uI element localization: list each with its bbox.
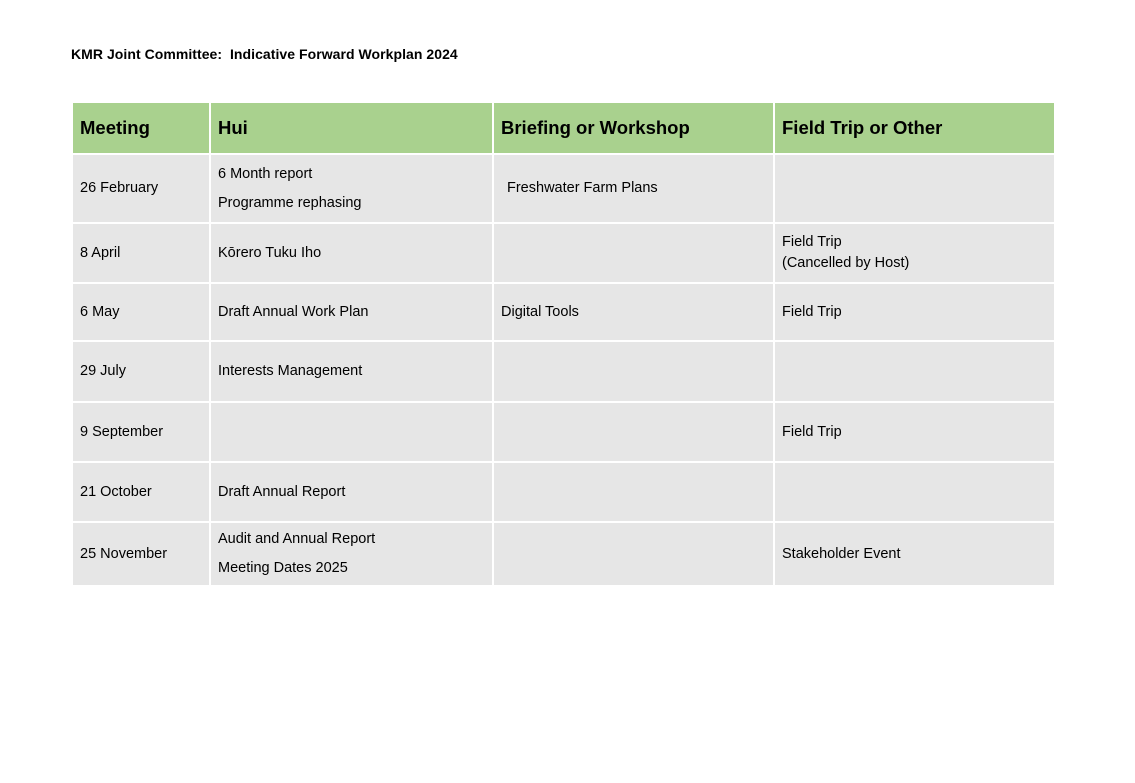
hui-item: 6 Month report <box>218 165 313 182</box>
field-trip-cell <box>774 223 1055 283</box>
meeting-date: 8 April <box>72 223 210 283</box>
hui-item: Audit and Annual Report <box>218 531 376 547</box>
briefing-cell: Digital Tools <box>493 283 774 341</box>
header-meeting: Meeting <box>72 102 210 154</box>
hui-item: Interests Management <box>218 363 363 379</box>
document-title: KMR Joint Committee: Indicative Forward Workplan 2024 <box>71 46 458 62</box>
meeting-date: 25 November <box>72 522 210 586</box>
table-header-row <box>72 102 1055 154</box>
meeting-date: 21 October <box>72 462 210 522</box>
hui-cell <box>210 223 493 283</box>
hui-item: Draft Annual Report <box>218 483 346 500</box>
table-row <box>72 341 1055 402</box>
briefing-cell: Freshwater Farm Plans <box>493 154 774 223</box>
field-trip-cell <box>774 462 1055 522</box>
table-row <box>72 462 1055 522</box>
field-trip-cell <box>774 341 1055 402</box>
field-trip-cell <box>774 154 1055 223</box>
hui-cell <box>210 462 493 522</box>
briefing-cell <box>493 341 774 402</box>
header-field-trip-or-other: Field Trip or Other <box>774 102 1055 154</box>
table-row <box>72 402 1055 462</box>
hui-item: Meeting Dates 2025 <box>218 560 348 576</box>
hui-cell <box>210 154 493 223</box>
hui-cell <box>210 283 493 341</box>
briefing-cell <box>493 223 774 283</box>
briefing-cell <box>493 522 774 586</box>
briefing-cell <box>493 462 774 522</box>
field-trip-note: (Cancelled by Host) <box>782 255 910 271</box>
table-row <box>72 283 1055 341</box>
meeting-date: 26 February <box>72 154 210 223</box>
field-trip-cell: Field Trip <box>774 402 1055 462</box>
meeting-date: 29 July <box>72 341 210 402</box>
briefing-cell <box>493 402 774 462</box>
hui-item: Draft Annual Work Plan <box>218 303 369 320</box>
workplan-table <box>71 101 1056 587</box>
table-row <box>72 154 1055 223</box>
meeting-date: 6 May <box>72 283 210 341</box>
header-briefing-or-workshop: Briefing or Workshop <box>493 102 774 154</box>
table-row <box>72 522 1055 586</box>
hui-cell <box>210 341 493 402</box>
hui-cell <box>210 402 493 462</box>
meeting-date: 9 September <box>72 402 210 462</box>
field-trip-cell: Stakeholder Event <box>774 522 1055 586</box>
hui-item: Kōrero Tuku Iho <box>218 244 322 261</box>
header-hui: Hui <box>210 102 493 154</box>
field-trip-cell: Field Trip <box>774 283 1055 341</box>
hui-cell <box>210 522 493 586</box>
table-row <box>72 223 1055 283</box>
hui-item: Programme rephasing <box>218 194 362 211</box>
field-trip-item: Field Trip <box>782 234 842 250</box>
